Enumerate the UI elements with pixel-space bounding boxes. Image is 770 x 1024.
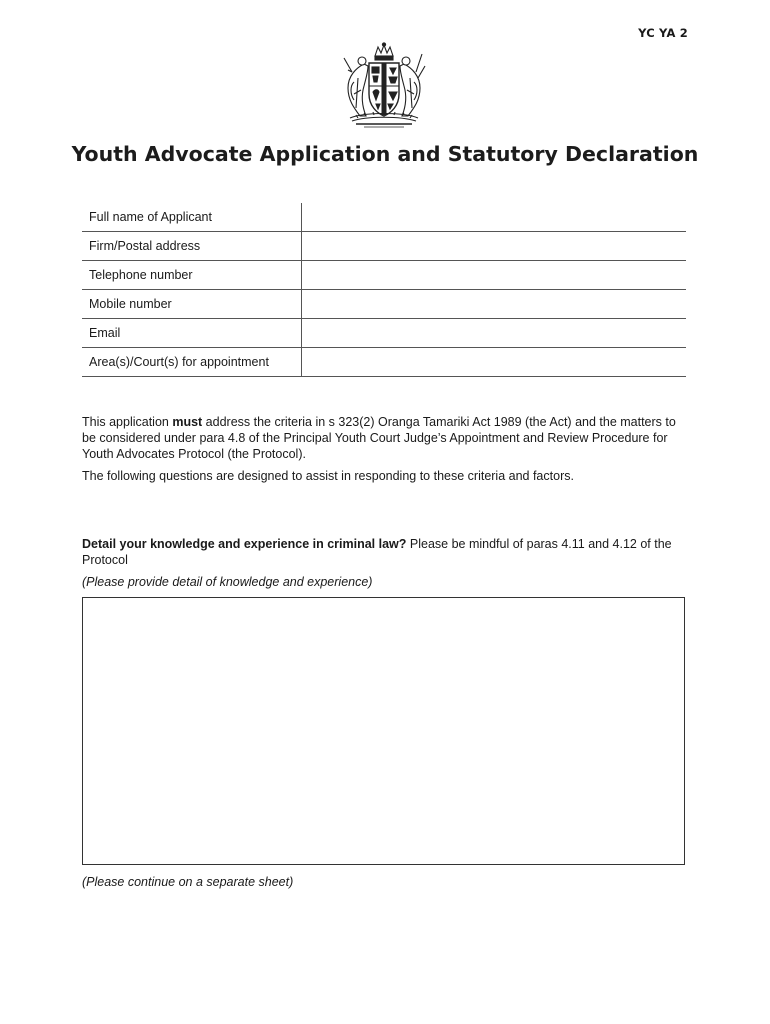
full-name-field[interactable]: [302, 203, 687, 232]
intro-emphasis: must: [172, 415, 203, 429]
postal-address-field[interactable]: [302, 232, 687, 261]
field-label: Email: [82, 319, 302, 348]
court-area-field[interactable]: [302, 348, 687, 377]
page-title: Youth Advocate Application and Statutory Declaration: [71, 142, 699, 166]
table-row: [82, 290, 686, 319]
table-row: [82, 261, 686, 290]
experience-answer-box[interactable]: [82, 597, 685, 865]
telephone-field[interactable]: [302, 261, 687, 290]
table-row: [82, 232, 686, 261]
field-label: Telephone number: [82, 261, 302, 290]
field-label: Firm/Postal address: [82, 232, 302, 261]
intro-paragraph: [82, 414, 692, 462]
mobile-field[interactable]: [302, 290, 687, 319]
question-hint: (Please provide detail of knowledge and experience): [82, 575, 373, 589]
continue-note: (Please continue on a separate sheet): [82, 875, 294, 889]
question-text: [82, 536, 692, 568]
table-row: [82, 319, 686, 348]
field-label: Mobile number: [82, 290, 302, 319]
table-row: [82, 348, 686, 377]
field-label: Area(s)/Court(s) for appointment: [82, 348, 302, 377]
field-label: Full name of Applicant: [82, 203, 302, 232]
question-detail: Please be mindful of paras 4.11 and 4.12 of the Protocol: [82, 537, 672, 567]
intro-text: address the criteria in s 323(2) Oranga Tamariki Act 1989 (the Act) and the matters to be considered under para 4.8 of the Principal Youth Court Judge’s Appointment and Review Procedure for Youth Advocates Protocol (the Protocol).: [82, 415, 676, 461]
intro-text: This application: [82, 415, 173, 429]
email-field[interactable]: [302, 319, 687, 348]
form-code: YC YA 2: [638, 26, 688, 40]
question-heading: Detail your knowledge and experience in criminal law?: [82, 537, 407, 551]
intro-note: The following questions are designed to assist in responding to these criteria and factors.: [82, 469, 574, 483]
coat-of-arms-icon: [334, 42, 434, 130]
table-row: [82, 203, 686, 232]
applicant-details-table: [82, 203, 686, 377]
